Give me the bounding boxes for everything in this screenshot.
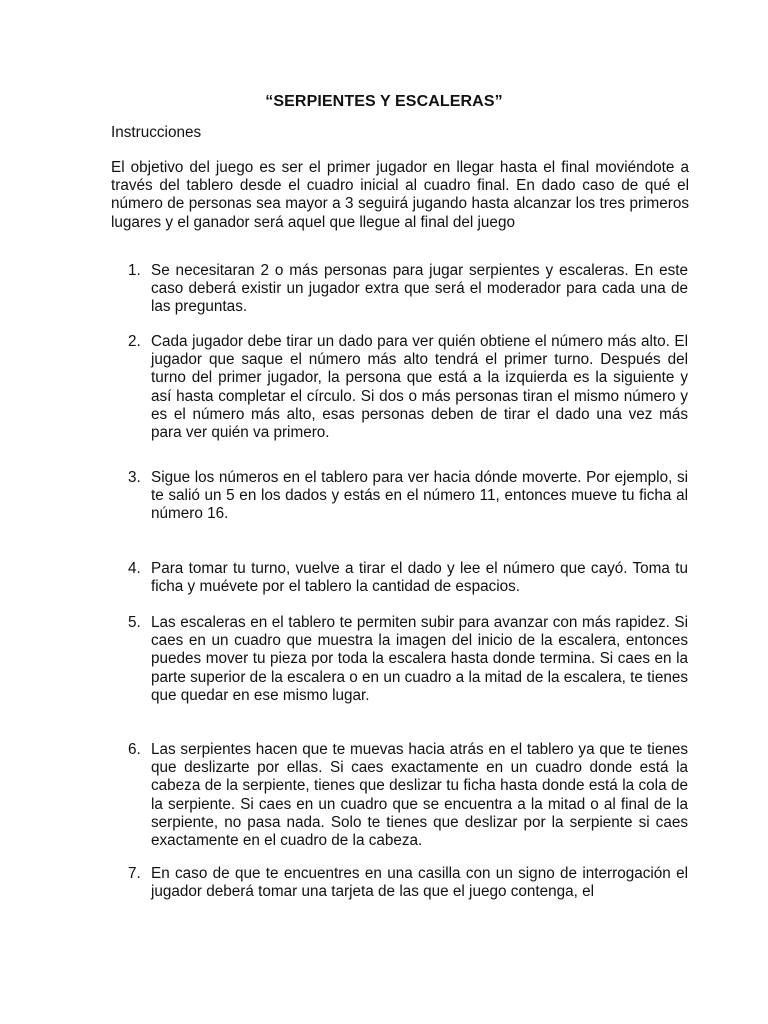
document-title: “SERPIENTES Y ESCALERAS”	[265, 93, 503, 110]
list-item-text: Las escaleras en el tablero te permiten subir para avanzar con más rapidez. Si caes en un cuadro que muestra la imagen del inicio de la escalera, entonces puedes mover tu pieza por toda la escalera hasta donde termina. Si caes en la parte superior de la escalera o en un cuadro a la mitad de la escalera, te tienes que quedar en ese mismo lugar.	[151, 614, 688, 704]
list-item-number: 5.	[128, 614, 141, 631]
list-item-number: 7.	[128, 865, 141, 882]
intro-paragraph: El objetivo del juego es ser el primer jugador en llegar hasta el final moviéndote a través del tablero desde el cuadro inicial al cuadro final. En dado caso de qué el número de personas sea mayor a 3 seguirá jugando hasta alcanzar los tres primeros lugares y el ganador será aquel que llegue al final del juego	[111, 159, 689, 231]
list-item-text: Para tomar tu turno, vuelve a tirar el dado y lee el número que cayó. Toma tu ficha y muévete por el tablero la cantidad de espacios.	[151, 560, 688, 596]
list-item-text: Cada jugador debe tirar un dado para ver quién obtiene el número más alto. El jugador que saque el número más alto tendrá el primer turno. Después del turno del primer jugador, la persona que está a la izquierda es la siguiente y así hasta completar el círculo. Si dos o más personas tiran el mismo número y es el número más alto, esas personas deben de tirar el dado una vez más para ver quién va primero.	[151, 333, 688, 442]
list-item-number: 6.	[128, 741, 141, 758]
list-item-number: 1.	[128, 262, 141, 279]
list-item-text: Sigue los números en el tablero para ver hacia dónde moverte. Por ejemplo, si te salió un 5 en los dados y estás en el número 11, entonces mueve tu ficha al número 16.	[151, 469, 688, 523]
list-item-text: Se necesitaran 2 o más personas para jugar serpientes y escaleras. En este caso deberá existir un jugador extra que será el moderador para cada una de las preguntas.	[151, 262, 688, 316]
list-item-text: En caso de que te encuentres en una casilla con un signo de interrogación el jugador deberá tomar una tarjeta de las que el juego contenga, el	[151, 865, 688, 901]
list-item-text: Las serpientes hacen que te muevas hacia atrás en el tablero ya que te tienes que deslizarte por ellas. Si caes exactamente en un cuadro donde está la cabeza de la serpiente, tienes que deslizar tu ficha hasta donde está la cola de la serpiente. Si caes en un cuadro que se encuentra a la mitad o al final de la serpiente, no pasa nada. Solo te tienes que deslizar por la serpiente si caes exactamente en el cuadro de la cabeza.	[151, 741, 688, 850]
list-item-number: 3.	[128, 469, 141, 486]
list-item-number: 2.	[128, 333, 141, 350]
list-item-number: 4.	[128, 560, 141, 577]
instructions-heading: Instrucciones	[111, 124, 202, 141]
